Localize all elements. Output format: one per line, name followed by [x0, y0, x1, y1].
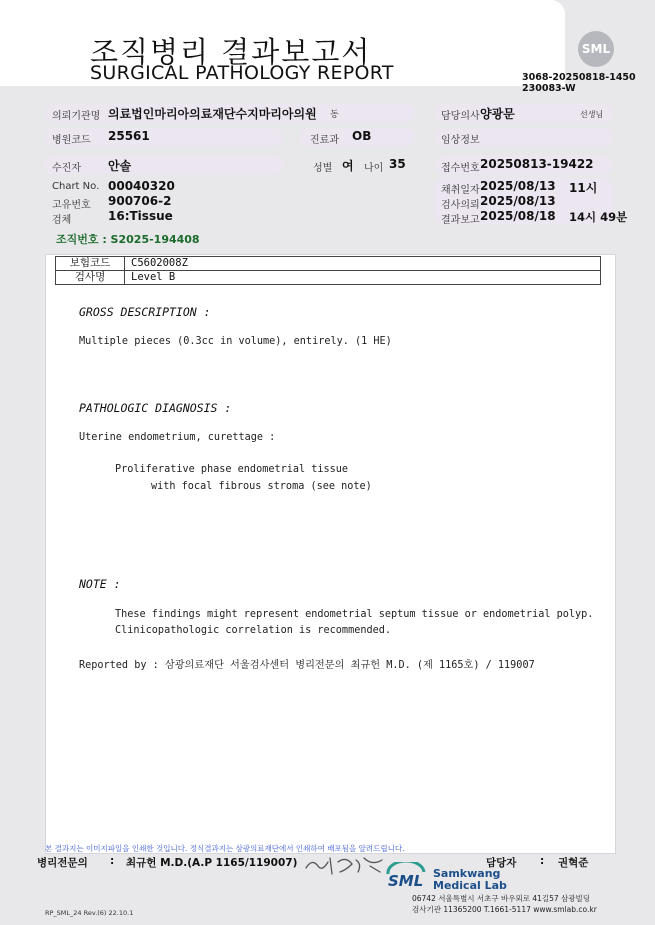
sex-value: 여: [342, 159, 354, 173]
diagnosis-line-2: with focal fibrous stroma (see note): [151, 481, 372, 492]
manager-value: 권혁준: [558, 857, 589, 869]
chart-no-label: Chart No.: [52, 181, 100, 192]
gross-title: GROSS DESCRIPTION :: [79, 305, 211, 319]
gross-text: Multiple pieces (0.3cc in volume), entirely. (1 HE): [79, 336, 392, 347]
hospital-code-label: 병원코드: [52, 135, 91, 146]
reported-by: Reported by : 삼광의료재단 서울검사센터 병리전문의 최규헌 M.D. (제 1165호) / 119007: [79, 660, 535, 671]
samkwang-logo-text: SML: [388, 872, 424, 890]
insurance-code-value: C5602008Z: [125, 257, 601, 271]
accession-value: 20250813-19422: [480, 157, 594, 171]
pathologist-label: 병리전문의: [37, 857, 88, 869]
tissue-number: 조직번호 : S2025-194408: [56, 233, 200, 246]
age-value: 35: [389, 157, 406, 171]
diagnosis-title: PATHOLOGIC DIAGNOSIS :: [79, 401, 232, 415]
lab-address-block: [412, 893, 597, 915]
insurance-table: [55, 256, 601, 285]
document-number-line2: 230083-W: [522, 83, 576, 94]
signature-image: [300, 850, 390, 878]
test-name-value: Level B: [125, 271, 601, 285]
institution-value: 의료법인마리아의료재단수지마리아의원: [108, 107, 317, 121]
collect-date-label: 채취일자: [441, 185, 480, 196]
institution-suffix: 동: [330, 110, 339, 120]
note-line-2: Clinicopathologic correlation is recommended.: [115, 625, 392, 636]
unique-no-value: 900706-2: [108, 194, 172, 208]
lab-agency: 검사기관 11365200 T.1661-5117 www.smlab.co.kr: [412, 905, 597, 914]
department-label: 진료과: [310, 135, 339, 146]
clinical-info-label: 임상정보: [441, 135, 480, 146]
report-title-korean: 조직병리 결과보고서: [90, 35, 372, 69]
result-time: 14시 49분: [569, 210, 628, 224]
patient-value: 안솔: [108, 159, 132, 173]
lab-address: 06742 서울특별시 서초구 바우뫼로 41길57 삼광빌딩: [412, 894, 591, 903]
collect-hour: 11시: [569, 181, 598, 195]
result-date-value: 2025/08/18: [480, 209, 556, 223]
collect-date-value: 2025/08/13: [480, 179, 556, 193]
manager-label: 담당자: [486, 857, 517, 869]
institution-label: 의뢰기관명: [52, 111, 101, 122]
doctor-suffix: 선생님: [580, 110, 604, 119]
note-title: NOTE :: [79, 577, 121, 591]
manager-colon: :: [540, 855, 545, 867]
lab-name: [433, 868, 507, 892]
note-line-1: These findings might represent endometrial septum tissue or endometrial polyp.: [115, 609, 594, 620]
department-value: OB: [352, 129, 372, 143]
lab-name-line2: Medical Lab: [433, 879, 507, 892]
test-name-label: 검사명: [56, 271, 125, 285]
result-date-label: 결과보고: [441, 215, 480, 226]
request-date-label: 검사의뢰: [441, 200, 480, 211]
unique-no-label: 고유번호: [52, 200, 91, 211]
lab-name-line1: Samkwang: [433, 867, 501, 880]
specimen-value: 16:Tissue: [108, 209, 173, 223]
insurance-code-label: 보험코드: [56, 257, 125, 271]
document-number: [522, 72, 636, 94]
specimen-label: 검체: [52, 215, 72, 226]
request-date-value: 2025/08/13: [480, 194, 556, 208]
test-name-row: [56, 271, 601, 285]
doctor-label: 담당의사: [441, 111, 480, 122]
patient-label: 수진자: [52, 163, 81, 174]
accession-label: 접수번호: [441, 163, 480, 174]
diagnosis-site: Uterine endometrium, curettage :: [79, 432, 276, 443]
print-notice: 본 결과지는 이미지파일을 인쇄한 것입니다. 정식결과지는 삼광의료재단에서 인쇄하여 배포됨을 알려드립니다.: [45, 844, 405, 853]
form-revision: RP_SML_24 Rev.(6) 22.10.1: [45, 909, 134, 917]
age-label: 나이: [364, 163, 384, 174]
doctor-value: 양광문: [480, 107, 515, 121]
report-title-english: SURGICAL PATHOLOGY REPORT: [90, 62, 394, 84]
chart-no-value: 00040320: [108, 179, 175, 193]
sml-logo-icon: SML: [578, 31, 614, 67]
sex-label: 성별: [313, 163, 333, 174]
diagnosis-line-1: Proliferative phase endometrial tissue: [115, 464, 349, 475]
pathologist-value: 최규헌 M.D.(A.P 1165/119007): [126, 857, 298, 869]
document-number-line1: 3068-20250818-1450: [522, 72, 636, 83]
pathologist-colon: :: [110, 855, 115, 867]
insurance-code-row: [56, 257, 601, 271]
hospital-code-value: 25561: [108, 129, 150, 143]
